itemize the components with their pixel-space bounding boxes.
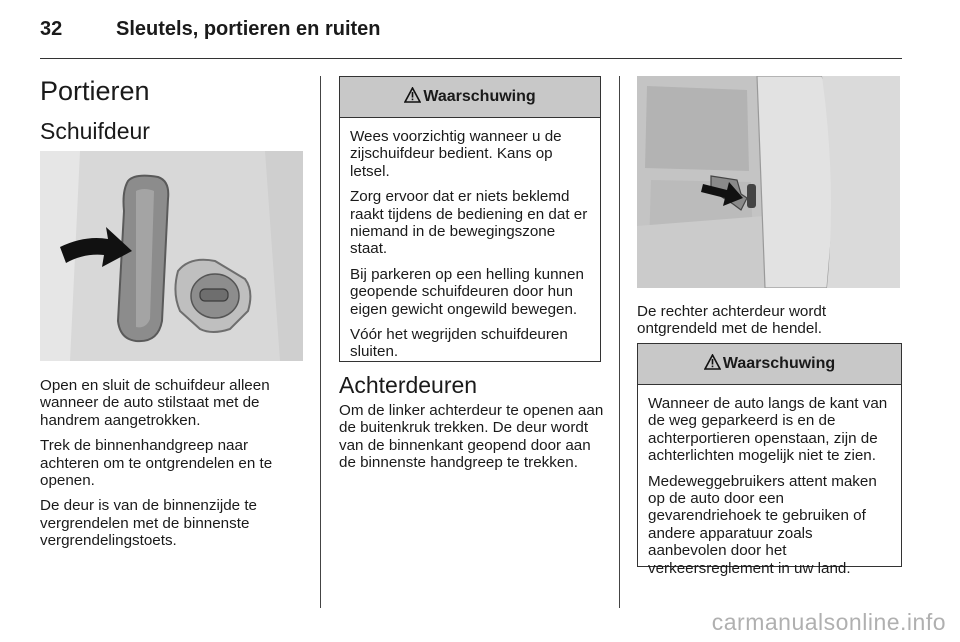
rear-door-lever-illustration — [637, 76, 900, 288]
warning-header — [638, 344, 901, 385]
warning-label: Waarschuwing — [722, 355, 836, 372]
caption: De rechter achterdeur wordt ontgrendeld met de hendel. — [637, 303, 827, 338]
warning-box-rear-doors — [637, 343, 902, 577]
column-divider-left — [320, 76, 321, 608]
paragraph: Trek de binnenhandgreep naar achteren om te ontgrendelen en te openen. — [40, 437, 273, 490]
section-title: Portieren — [40, 76, 150, 106]
section-heading: Achterdeuren — [339, 372, 478, 398]
warning-box-sliding-door — [339, 76, 601, 362]
warning-paragraph: Vóór het wegrijden schuifdeuren sluiten. — [350, 326, 568, 361]
running-title: Sleutels, portieren en ruiten — [116, 18, 381, 40]
paragraph: De deur is van de binnenzijde te vergrendelen met de binnenste vergrendelingstoets. — [40, 497, 257, 550]
warning-label: Waarschuwing — [423, 88, 536, 105]
warning-header — [340, 77, 600, 118]
paragraph: Open en sluit de schuifdeur alleen wanneer de auto stilstaat met de handrem aangetrokken. — [40, 377, 270, 429]
header-rule — [40, 58, 902, 59]
watermark: carmanualsonline.info — [711, 609, 946, 635]
warning-paragraph: Wees voorzichtig wanneer u de zijschuifdeur bedient. Kans op letsel. — [350, 128, 562, 180]
warning-triangle-icon — [704, 354, 721, 375]
left-text — [40, 377, 306, 558]
middle-text — [339, 372, 605, 480]
column-divider-right — [619, 76, 620, 608]
subsection-title: Schuifdeur — [40, 118, 150, 144]
left-column — [40, 76, 304, 144]
warning-triangle-icon — [404, 87, 421, 108]
paragraph: Om de linker achterdeur te openen aan de buitenkruk trekken. De deur wordt van de binnenkant geopend door aan de binnenste handgreep te trekken. — [339, 402, 604, 472]
warning-paragraph: Medeweggebruikers attent maken op de auto door een gevarendriehoek te gebruiken of andere apparatuur zoals aanbevolen door het verkeersreglement in uw land. — [648, 472, 877, 577]
warning-paragraph: Bij parkeren op een helling kunnen geopende schuifdeuren door hun eigen gewicht ongewild bewegen. — [350, 265, 584, 318]
warning-paragraph: Zorg ervoor dat er niets beklemd raakt tijdens de bediening en dat er niemand in de bewegingszone staat. — [350, 188, 588, 258]
page-number: 32 — [40, 18, 63, 40]
sliding-door-handle-illustration — [40, 151, 303, 361]
warning-paragraph: Wanneer de auto langs de kant van de weg geparkeerd is en de achterportieren openstaan, zijn de achterlichten mogelijk niet te zien. — [648, 395, 888, 465]
right-caption-block — [637, 303, 907, 346]
